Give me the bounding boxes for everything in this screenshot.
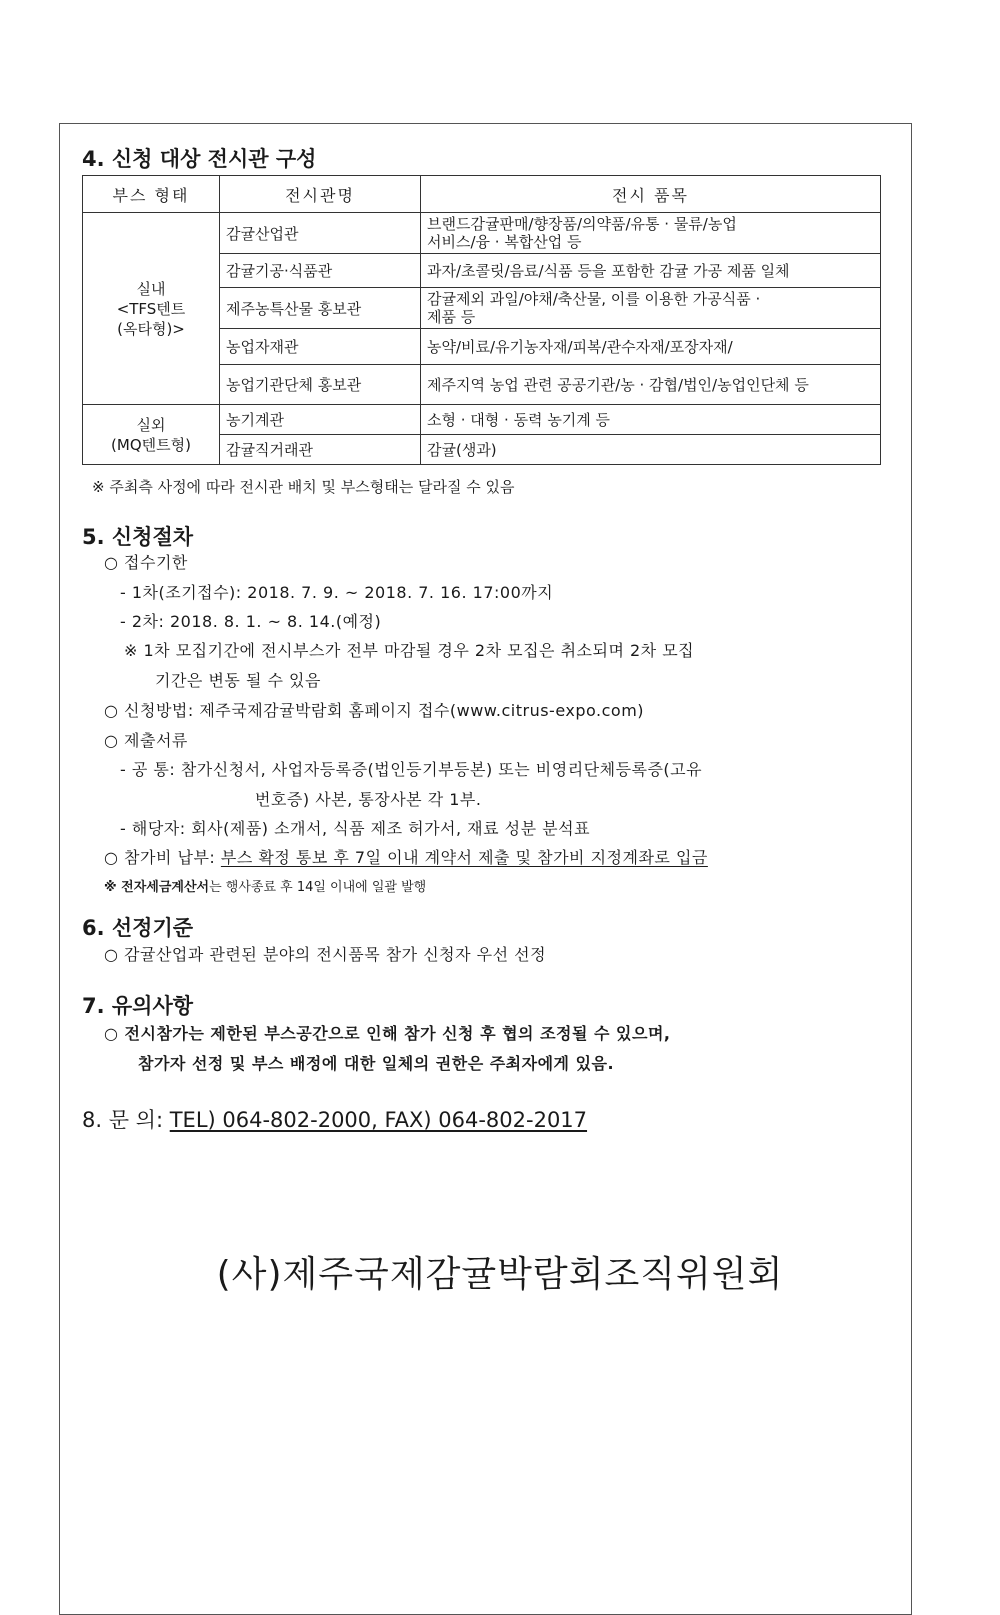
table-row <box>83 213 881 254</box>
documents-label: ○ 제출서류 <box>104 731 188 750</box>
table-header-row <box>83 176 881 213</box>
fee-text: 부스 확정 통보 후 7일 이내 계약서 제출 및 참가비 지정계좌로 입금 <box>220 848 708 867</box>
contact-line <box>82 1104 587 1134</box>
caution-line-1: ○ 전시참가는 제한된 부스공간으로 인해 참가 신청 후 협의 조정될 수 있으며, <box>104 1024 671 1043</box>
application-method: ○ 신청방법: 제주국제감귤박람회 홈페이지 접수(www.citrus-expo.com) <box>104 701 645 720</box>
documents-common-line-1: - 공 통: 참가신청서, 사업자등록증(법인등기부등본) 또는 비영리단체등록증(고유 <box>120 760 703 779</box>
documents-applicable: - 해당자: 회사(제품) 소개서, 식품 제조 허가서, 재료 성분 분석표 <box>120 819 591 838</box>
section-4-title: 4. 신청 대상 전시관 구성 <box>82 147 317 171</box>
section-6-title: 6. 선정기준 <box>82 916 194 940</box>
hall-items: 제주지역 농업 관련 공공기관/농 · 감협/법인/농업인단체 등 <box>421 365 881 405</box>
header-items: 전시 품목 <box>421 176 881 213</box>
hall-items: 농약/비료/유기농자재/피복/관수자재/포장자재/ <box>421 329 881 365</box>
hall-name: 농업자재관 <box>220 329 421 365</box>
tax-note-bold: ※ 전자세금계산서 <box>104 880 210 895</box>
hall-name: 농업기관단체 홍보관 <box>220 365 421 405</box>
hall-name: 농기계관 <box>220 405 421 435</box>
table-row <box>83 405 881 435</box>
tax-note <box>104 876 426 895</box>
contact-value: TEL) 064-802-2000, FAX) 064-802-2017 <box>169 1108 588 1132</box>
hall-name: 감귤직거래관 <box>220 435 421 465</box>
hall-items: 감귤제외 과일/야채/축산물, 이를 이용한 가공식품 · 제품 등 <box>421 288 881 329</box>
fee-label: ○ 참가비 납부: <box>104 848 221 867</box>
hall-name: 감귤기공·식품관 <box>220 254 421 288</box>
table-note: ※ 주최측 사정에 따라 전시관 배치 및 부스형태는 달라질 수 있음 <box>92 478 515 496</box>
organizer-name: (사)제주국제감귤박람회조직위원회 <box>216 1254 784 1295</box>
fee-payment <box>104 845 708 868</box>
documents-common-line-2: 번호증) 사본, 통장사본 각 1부. <box>255 790 482 809</box>
header-hall-name: 전시관명 <box>220 176 421 213</box>
hall-items: 브랜드감귤판매/향장품/의약품/유통 · 물류/농업 서비스/융 · 복합산업 등 <box>421 213 881 254</box>
hall-items: 과자/초콜릿/음료/식품 등을 포함한 감귤 가공 제품 일체 <box>421 254 881 288</box>
hall-items: 감귤(생과) <box>421 435 881 465</box>
contact-label: 8. 문 의: <box>82 1108 170 1132</box>
round-note-line-2: 기간은 변동 될 수 있음 <box>155 671 321 690</box>
criteria-line: ○ 감귤산업과 관련된 분야의 전시품목 참가 신청자 우선 선정 <box>104 945 547 964</box>
booth-type-outdoor: 실외 (MQ텐트형) <box>83 405 220 465</box>
hall-name: 감귤산업관 <box>220 213 421 254</box>
round-1-period: - 1차(조기접수): 2018. 7. 9. ~ 2018. 7. 16. 17:00까지 <box>120 583 554 602</box>
exhibition-hall-table <box>82 175 881 465</box>
round-note-line-1: ※ 1차 모집기간에 전시부스가 전부 마감될 경우 2차 모집은 취소되며 2차 모집 <box>124 641 695 660</box>
hall-items: 소형 · 대형 · 동력 농기계 등 <box>421 405 881 435</box>
round-2-period: - 2차: 2018. 8. 1. ~ 8. 14.(예정) <box>120 612 382 631</box>
caution-line-2: 참가자 선정 및 부스 배정에 대한 일체의 권한은 주최자에게 있음. <box>138 1054 615 1073</box>
section-5-title: 5. 신청절차 <box>82 525 194 549</box>
booth-type-indoor: 실내 <TFS텐트 (옥타형)> <box>83 213 220 405</box>
tax-note-rest: 는 행사종료 후 14일 이내에 일괄 발행 <box>209 880 427 895</box>
deadline-label: ○ 접수기한 <box>104 553 188 572</box>
section-7-title: 7. 유의사항 <box>82 994 194 1018</box>
hall-name: 제주농특산물 홍보관 <box>220 288 421 329</box>
header-booth-type: 부스 형태 <box>83 176 220 213</box>
